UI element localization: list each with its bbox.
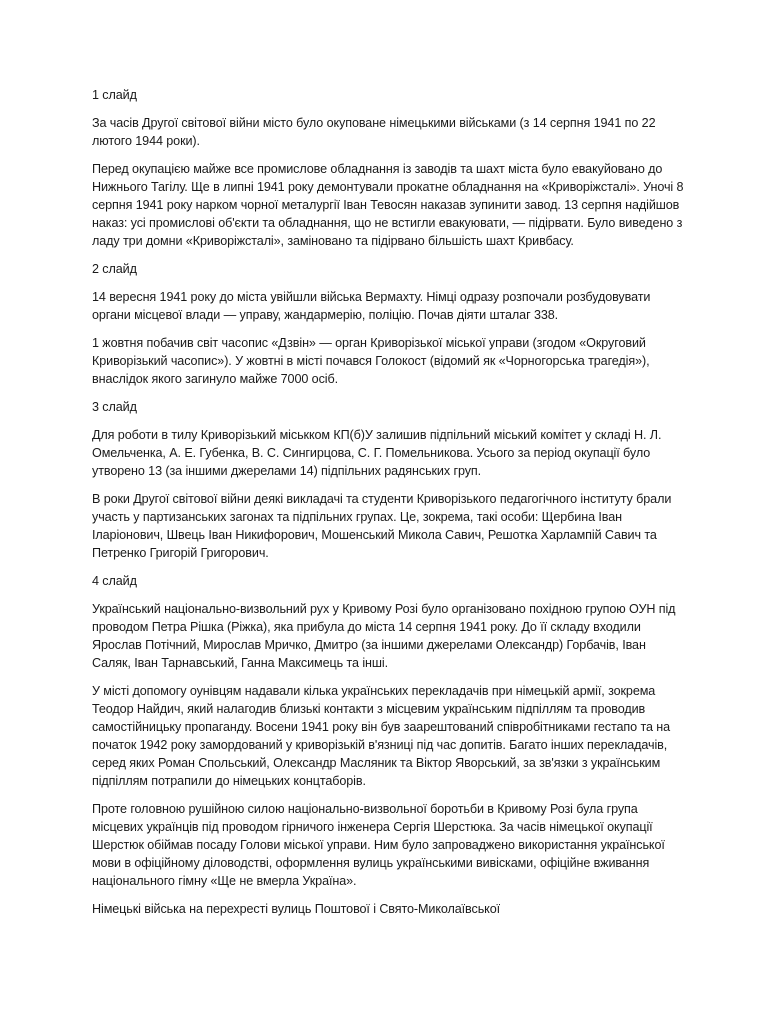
paragraph: В роки Другої світової війни деякі викладачі та студенти Криворізького педагогічного інституту брали участь у партизанських загонах та підпільних групах. Це, зокрема, такі особи: Щербина Іван Іларіонович, Швець Іван Никифорович, Мошенський Микола Савич, Решотка Харлампій Савич та Петренко Григорій Григорович. — [92, 492, 672, 560]
slide-heading-3: 3 слайд — [92, 400, 137, 414]
slide-heading-2: 2 слайд — [92, 262, 137, 276]
paragraph: Для роботи в тилу Криворізький міськком КП(б)У залишив підпільний міський комітет у складі Н. Л. Омельченка, А. Е. Губенка, В. С. Сингирцова, С. Г. Помельникова. Усього за період окупації було утворено 13 (за іншими джерелами 14) підпільних радянських груп. — [92, 428, 662, 478]
slide-heading-4: 4 слайд — [92, 574, 137, 588]
paragraph: Український національно-визвольний рух у Кривому Розі було організовано похідною групою ОУН під проводом Петра Рішка (Ріжка), яка прибула до міста 14 серпня 1941 року. До її складу входили Ярослав Потічний, Мирослав Мричко, Дмитро (за іншими джерелами Олександр) Горбачів, Іван Саляк, Іван Тарнавський, Ганна Максимець та інші. — [92, 602, 676, 670]
paragraph: У місті допомогу оунівцям надавали кілька українських перекладачів при німецькій армії, зокрема Теодор Найдич, який налагодив близькі контакти з місцевим українським підпіллям та проводив самостійницьку пропаганду. Восени 1941 року він був заарештований співробітниками гестапо та на початок 1942 року замордований у криворізькій в'язниці під час допитів. Багато інших перекладачів, серед яких Роман Спольський, Олександр Масляник та Віктор Яворський, за зв'язки з українським підпіллям потрапили до німецьких концтаборів. — [92, 684, 671, 788]
document-page — [92, 86, 686, 928]
paragraph: Проте головною рушійною силою національно-визвольної боротьби в Кривому Розі була група місцевих українців під проводом гірничого інженера Сергія Шерстюка. За часів німецької окупації Шерстюк обіймав посаду Голови міської управи. Ним було запроваджено використання української мови в офіційному діловодстві, оформлення вулиць українськими вивісками, офіційне вживання національного гімну «Ще не вмерла Україна». — [92, 802, 665, 888]
paragraph: За часів Другої світової війни місто було окуповане німецькими військами (з 14 серпня 1941 по 22 лютого 1944 роки). — [92, 116, 656, 148]
paragraph: 14 вересня 1941 року до міста увійшли війська Вермахту. Німці одразу розпочали розбудовувати органи місцевої влади — управу, жандармерію, поліцію. Почав діяти шталаг 338. — [92, 290, 651, 322]
paragraph: 1 жовтня побачив світ часопис «Дзвін» — орган Криворізької міської управи (згодом «Округовий Криворізький часопис»). У жовтні в місті почався Голокост (відомий як «Чорногорська трагедія»), внаслідок якого загинуло майже 7000 осіб. — [92, 336, 650, 386]
paragraph: Перед окупацією майже все промислове обладнання із заводів та шахт міста було евакуйовано до Нижнього Тагілу. Ще в липні 1941 року демонтували прокатне обладнання на «Криворіжсталі». Уночі 8 серпня 1941 року нарком чорної металургії Іван Тевосян наказав зупинити завод. 13 серпня надійшов наказ: усі промислові об'єкти та обладнання, що не встигли евакуювати, — підірвати. Було виведено з ладу три домни «Криворіжсталі», заміновано та підірвано більшість шахт Кривбасу. — [92, 162, 684, 248]
slide-heading-1: 1 слайд — [92, 88, 137, 102]
image-caption: Німецькі війська на перехресті вулиць Поштової і Свято-Миколаївської — [92, 902, 501, 916]
